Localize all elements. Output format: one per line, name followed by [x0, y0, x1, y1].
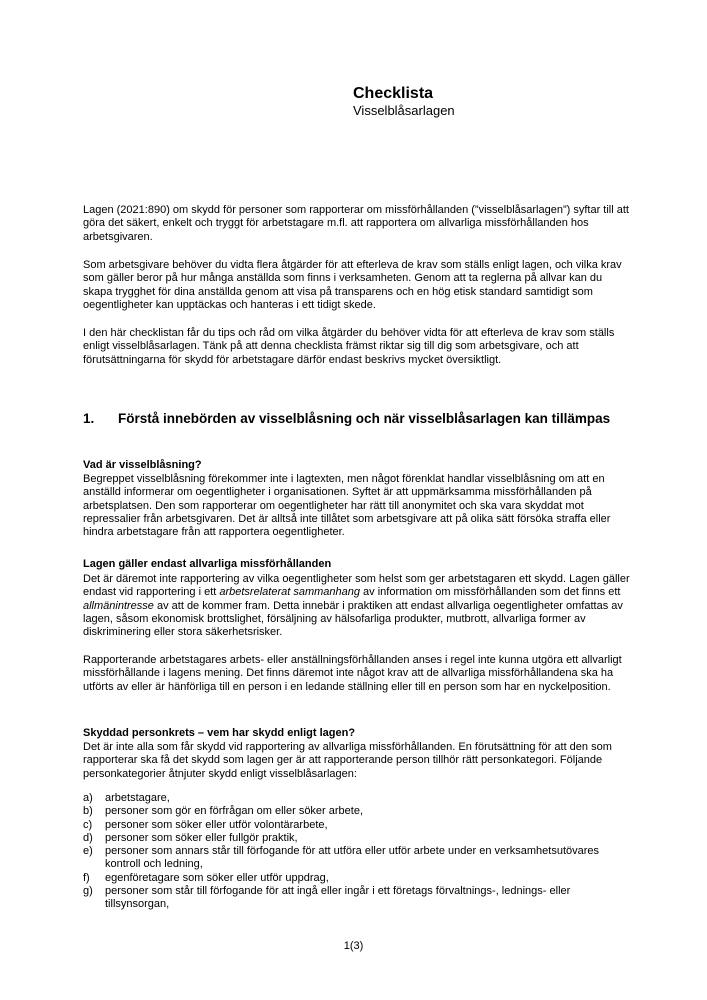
paragraph-serious-only-2: Rapporterande arbetstagares arbets- eller anställningsförhållanden anses i regel inte kunna utgöra ett allvarligt missförhållande i lagens mening. Det finns däremot inte något krav att de allvarliga missförhållandena ska ha utförts av eller är hänförliga till en person i en ledande ställning eller till en person som har en nyckelposition. — [83, 654, 622, 693]
title-block — [353, 84, 455, 119]
list-item-text: personer som gör en förfrågan om eller söker arbete, — [105, 805, 364, 818]
list-item-text: egenföretagare som söker eller utför uppdrag, — [105, 871, 329, 884]
list-item — [83, 805, 634, 818]
list-item — [83, 832, 634, 845]
list-item — [83, 845, 634, 872]
document-title: Checklista — [353, 85, 434, 102]
list-item-text: personer som annars står till förfogande för att utföra eller utför arbete under en verksamhetsutövares kontroll och ledning, — [105, 845, 600, 871]
list-item-label: f) — [83, 871, 90, 884]
list-item-label: e) — [83, 845, 93, 858]
subheading-what-is: Vad är visselblåsning? — [83, 459, 202, 471]
intro-paragraph-3: I den här checklistan får du tips och råd om vilka åtgärder du behöver vidta för att efterleva de krav som ställs enligt visselblåsarlagen. Tänk på att denna checklista främst riktar sig till dig som arbetsgivare, och att förutsättningarna för skydd för arbetstagare därför endast beskrivs mycket översiktligt. — [83, 327, 615, 366]
list-item — [83, 885, 634, 912]
section-1-heading — [83, 410, 634, 427]
section-1-heading-text: Förstå innebörden av visselblåsning och när visselblåsarlagen kan tillämpas — [118, 411, 611, 426]
list-item — [83, 792, 634, 805]
paragraph-what-is: Begreppet visselblåsning förekommer inte i lagtexten, men något förenklat handlar visselblåsning om att en anställd informerar om oegentligheter i organisationen. Syftet är att uppmärksamma missförhållanden på arbetsplatsen. Den som rapporterar om oegentligheter har rätt till anonymitet och ska vara skyddat mot repressalier från arbetsgivaren. Det är alltså inte tillåtet som arbetsgivare att på olika sätt försöka straffa eller hindra arbetstagare från att rapportera oegentligheter. — [83, 473, 611, 539]
paragraph-serious-only: Det är däremot inte rapportering av vilka oegentligheter som helst som ger arbetstagaren ett skydd. Lagen gäller endast vid rapportering i ett arbetsrelaterat sammanhang av information om missförhållanden som det finns ett allmänintresse av att de kommer fram. Detta innebär i praktiken att endast allvarliga oegentligheter omfattas av lagen, såsom ekonomisk brottslighet, försäljning av hälsofarliga produkter, mutbrott, allvarliga former av diskriminering eller stora säkerhetsrisker. — [83, 573, 630, 639]
page-number: 1(3) — [343, 940, 364, 952]
subheading-protected-persons: Skyddad personkrets – vem har skydd enligt lagen? — [83, 727, 356, 739]
list-item-label: c) — [83, 818, 93, 831]
list-item-label: b) — [83, 805, 93, 818]
list-item — [83, 872, 634, 885]
list-item-label: a) — [83, 792, 93, 804]
list-item-text: personer som söker eller utför volontärarbete, — [105, 818, 328, 831]
list-item-text: arbetstagare, — [105, 792, 170, 804]
paragraph-protected-persons: Det är inte alla som får skydd vid rapportering av allvarliga missförhållanden. En förutsättning för att den som rapporterar ska få det skydd som lagen ger är att rapporterande person tillhör rätt personkategori. Följande personkategorier åtnjuter skydd enligt visselblåsarlagen: — [83, 741, 612, 780]
intro-paragraph-1: Lagen (2021:890) om skydd för personer som rapporterar om missförhållanden (”visselblåsarlagen”) syftar till att göra det säkert, enkelt och tryggt för arbetstagare m.fl. att rapportera om allvarliga missförhållanden hos arbetsgivaren. — [83, 204, 629, 243]
list-item-text: personer som står till förfogande för att ingå eller ingår i ett företags förvaltnings-, lednings- eller tillsynsorgan, — [105, 885, 571, 911]
list-item-text: personer som söker eller fullgör praktik, — [105, 831, 298, 844]
list-item — [83, 819, 634, 832]
subheading-serious-only: Lagen gäller endast allvarliga missförhållanden — [83, 558, 332, 570]
protected-persons-list — [83, 792, 634, 912]
section-1-number: 1. — [83, 411, 95, 426]
list-item-label: g) — [83, 885, 93, 898]
list-item-label: d) — [83, 831, 93, 844]
intro-paragraph-2: Som arbetsgivare behöver du vidta flera åtgärder för att efterleva de krav som ställs enligt lagen, och vilka krav som gäller beror på hur många anställda som finns i verksamheten. Genom att ta reglerna på allvar kan du skapa trygghet för dina anställda genom att visa på transparens och en hög etisk standard samtidigt som oegentligheter kan upptäckas och hanteras i ett tidigt skede. — [83, 259, 622, 311]
document-subtitle: Visselblåsarlagen — [353, 103, 455, 118]
